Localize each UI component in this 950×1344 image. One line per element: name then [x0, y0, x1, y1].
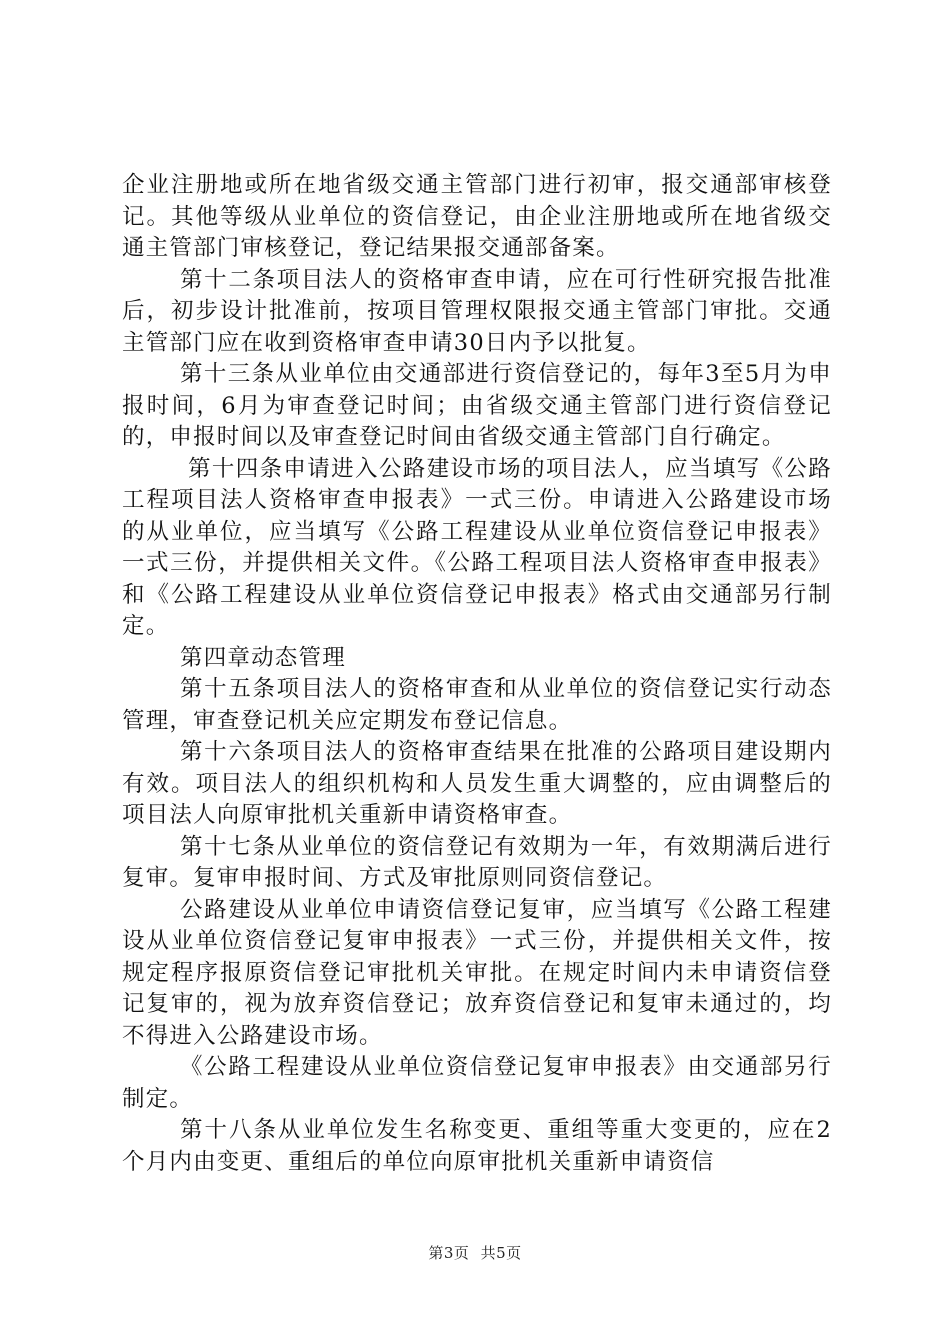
paragraph-article-15: 第十五条项目法人的资格审查和从业单位的资信登记实行动态管理，审查登记机关应定期发布登记信息。 — [122, 676, 832, 734]
paragraph-review-application: 公路建设从业单位申请资信登记复审，应当填写《公路工程建设从业单位资信登记复审申报表》一式三份，并提供相关文件，按规定程序报原资信登记审批机关审批。在规定时间内未申请资信登记复审的，视为放弃资信登记；放弃资信登记和复审未通过的，均不得进入公路建设市场。 — [122, 896, 832, 1049]
page-number: 第3页 — [428, 1244, 470, 1262]
page-total: 共5页 — [480, 1244, 522, 1262]
paragraph-article-16: 第十六条项目法人的资格审查结果在批准的公路项目建设期内有效。项目法人的组织机构和人员发生重大调整的，应由调整后的项目法人向原审批机关重新申请资格审查。 — [122, 739, 832, 828]
paragraph-article-12: 第十二条项目法人的资格审查申请，应在可行性研究报告批准后，初步设计批准前，按项目管理权限报交通主管部门审批。交通主管部门应在收到资格审查申请30日内予以批复。 — [122, 266, 832, 356]
paragraph-article-17: 第十七条从业单位的资信登记有效期为一年，有效期满后进行复审。复审申报时间、方式及审批原则同资信登记。 — [122, 833, 832, 891]
paragraph-article-13: 第十三条从业单位由交通部进行资信登记的，每年3至5月为申报时间，6月为审查登记时间；由省级交通主管部门进行资信登记的，申报时间以及审查登记时间由省级交通主管部门自行确定。 — [122, 361, 832, 450]
paragraph-continued: 企业注册地或所在地省级交通主管部门进行初审，报交通部审核登记。其他等级从业单位的资信登记，由企业注册地或所在地省级交通主管部门审核登记，登记结果报交通部备案。 — [122, 172, 832, 261]
document-body — [122, 170, 832, 1178]
paragraph-review-form: 《公路工程建设从业单位资信登记复审申报表》由交通部另行制定。 — [122, 1054, 832, 1112]
paragraph-article-14: 第十四条申请进入公路建设市场的项目法人，应当填写《公路工程项目法人资格审查申报表》一式三份。申请进入公路建设市场的从业单位，应当填写《公路工程建设从业单位资信登记申报表》一式三份，并提供相关文件。《公路工程项目法人资格审查申报表》和《公路工程建设从业单位资信登记申报表》格式由交通部另行制定。 — [122, 455, 832, 639]
chapter-heading: 第四章动态管理 — [180, 644, 346, 671]
page-footer — [0, 1242, 950, 1263]
paragraph-article-18: 第十八条从业单位发生名称变更、重组等重大变更的，应在2个月内由变更、重组后的单位向原审批机关重新申请资信 — [122, 1117, 832, 1175]
